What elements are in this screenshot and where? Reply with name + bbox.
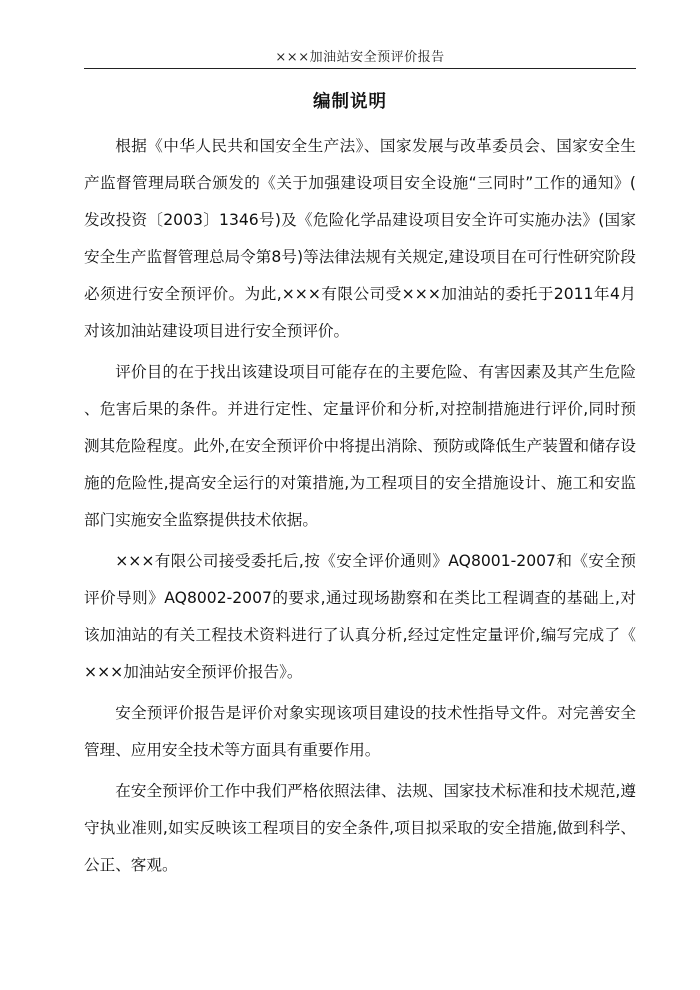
paragraph-principles: 在安全预评价工作中我们严格依照法律、法规、国家技术标准和技术规范,遵守执业准则,如实反映该工程项目的安全条件,项目拟采取的安全措施,做到科学、公正、客观。: [84, 782, 636, 874]
paragraph-process: ×××有限公司接受委托后,按《安全评价通则》AQ8001-2007和《安全预评价导则》AQ8002-2007的要求,通过现场勘察和在类比工程调查的基础上,对该加油站的有关工程技术资料进行了认真分析,经过定性定量评价,编写完成了《×××加油站安全预评价报告》。: [84, 552, 636, 681]
paragraph-significance: 安全预评价报告是评价对象实现该项目建设的技术性指导文件。对完善安全管理、应用安全技术等方面具有重要作用。: [84, 704, 636, 759]
document-body: [84, 128, 636, 884]
header-divider: [84, 68, 636, 69]
running-header: ×××加油站安全预评价报告: [275, 50, 445, 65]
paragraph-purpose: 评价目的在于找出该建设项目可能存在的主要危险、有害因素及其产生危险、危害后果的条件。并进行定性、定量评价和分析,对控制措施进行评价,同时预测其危险程度。此外,在安全预评价中将提出消除、预防或降低生产装置和储存设施的危险性,提高安全运行的对策措施,为工程项目的安全措施设计、施工和安监部门实施安全监察提供技术依据。: [84, 363, 636, 529]
paragraph-basis: 根据《中华人民共和国安全生产法》、国家发展与改革委员会、国家安全生产监督管理局联合颁发的《关于加强建设项目安全设施“三同时”工作的通知》(发改投资〔2003〕1346号)及《危险化学品建设项目安全许可实施办法》(国家安全生产监督管理总局令第8号)等法律法规有关规定,建设项目在可行性研究阶段必须进行安全预评价。为此,×××有限公司受×××加油站的委托于2011年4月对该加油站建设项目进行安全预评价。: [84, 137, 636, 340]
page-title: 编制说明: [313, 92, 387, 112]
